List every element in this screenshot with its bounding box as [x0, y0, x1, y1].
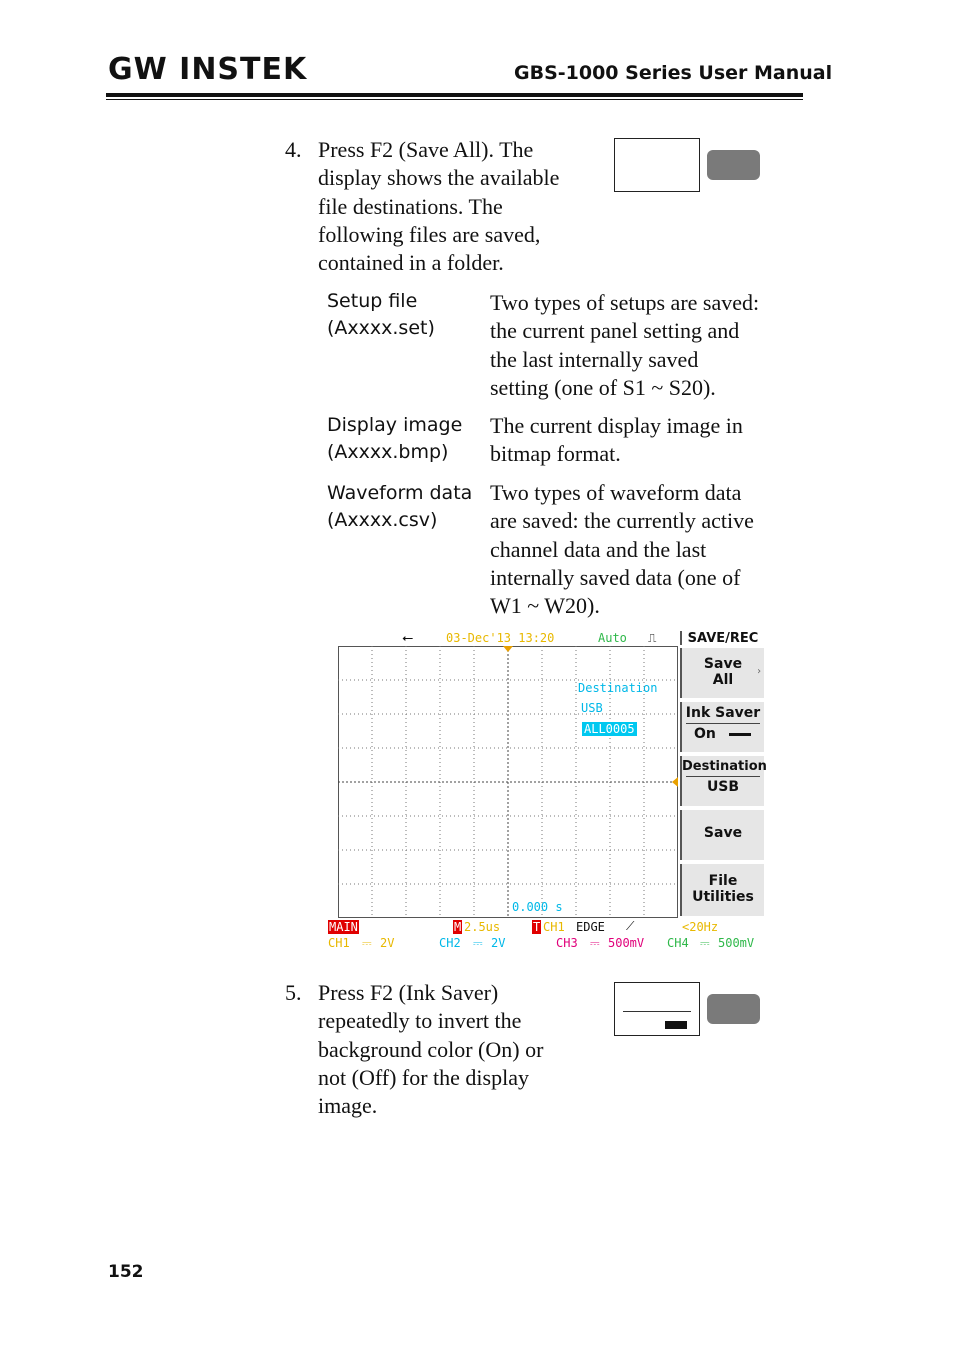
f2-key-icon [707, 994, 760, 1024]
softkey-destination[interactable]: Destination USB [680, 756, 764, 806]
main-badge: MAIN [329, 920, 358, 934]
ch1-coupling-icon: ⎓ [362, 936, 372, 950]
ink-saver-softkey-icon [614, 982, 700, 1036]
step-5-text [318, 979, 608, 1120]
softkey-file-utilities[interactable]: File Utilities [680, 864, 764, 916]
ch4-volts: 500mV [718, 936, 755, 950]
folder-name: ALL0005 [584, 722, 635, 736]
file-name-bmp: Display image (Axxxx.bmp) [327, 414, 463, 463]
ch3-label: CH3 [556, 936, 578, 950]
step-line: contained in a folder. [318, 250, 504, 276]
file-desc-setup: Two types of setups are saved: the current panel setting and the last internally saved setting (one of S1 ~ S20). [490, 290, 760, 400]
step-line: not (Off) for the display [318, 1064, 529, 1090]
header-rule [106, 93, 803, 97]
save-all-softkey-icon [614, 138, 700, 192]
usb-icon: ⭠ [402, 630, 414, 646]
step-line: display shows the available [318, 165, 560, 191]
step-number: 5. [285, 980, 302, 1005]
ch1-label: CH1 [328, 936, 350, 950]
submenu-arrow-icon: › [755, 666, 762, 677]
timebase: 2.5us [464, 920, 501, 934]
page-number: 152 [108, 1262, 144, 1282]
m-badge: M [454, 920, 462, 934]
trigger-frequency: <20Hz [682, 920, 719, 934]
ink-on-icon [729, 733, 751, 736]
scope-screenshot [326, 630, 767, 954]
brand-logo: GW INSTEK [108, 52, 308, 87]
step-number: 4. [285, 137, 302, 162]
ch3-volts: 500mV [608, 936, 645, 950]
ch2-volts: 2V [491, 936, 506, 950]
step-line: background color (On) or [318, 1036, 544, 1062]
trigger-badge: T [533, 920, 541, 934]
ch4-label: CH4 [667, 936, 689, 950]
step-line: file destinations. The [318, 193, 503, 219]
softkey-save[interactable]: Save [680, 810, 764, 860]
softkey-save-all[interactable]: Save All › [680, 648, 764, 698]
destination-label: Destination [578, 681, 658, 695]
step-line: Press F2 (Ink Saver) [318, 980, 499, 1005]
trigger-source: CH1 [543, 920, 565, 934]
f2-key-icon [707, 150, 760, 180]
trigger-state-icon: ⎍ [648, 631, 657, 645]
file-desc-csv: Two types of waveform data are saved: the currently active channel data and the last internally saved data (one of W1 ~ W20). [490, 480, 754, 619]
ch4-coupling-icon: ⎓ [700, 936, 710, 950]
ch2-label: CH2 [439, 936, 461, 950]
rising-edge-icon: ⟋ [626, 919, 635, 933]
ch3-coupling-icon: ⎓ [590, 936, 600, 950]
file-desc-bmp: The current display image in bitmap format. [490, 413, 743, 467]
ch1-volts: 2V [380, 936, 395, 950]
ch2-coupling-icon: ⎓ [473, 936, 483, 950]
manual-title: GBS-1000 Series User Manual [514, 62, 833, 84]
header-rule-thin [106, 99, 803, 100]
step-line: image. [318, 1093, 378, 1119]
step-4-text [318, 136, 608, 277]
step-line: following files are saved, [318, 221, 541, 247]
scope-date: 03-Dec'13 13:20 [446, 631, 555, 645]
softkey-ink-saver[interactable]: Ink Saver On [680, 702, 764, 752]
trigger-type: EDGE [576, 920, 605, 934]
file-name-csv: Waveform data (Axxxx.csv) [327, 482, 473, 531]
menu-title: SAVE/REC [680, 631, 764, 645]
step-line: repeatedly to invert the [318, 1008, 522, 1034]
destination-value: USB [581, 701, 603, 715]
ink-on-icon [665, 1021, 687, 1029]
step-line: Press F2 (Save All). The [318, 137, 534, 162]
divider [686, 776, 760, 777]
time-offset: 0.000 s [512, 900, 563, 914]
file-name-setup: Setup file (Axxxx.set) [327, 290, 435, 339]
scope-mode: Auto [598, 631, 627, 645]
divider [686, 723, 760, 724]
